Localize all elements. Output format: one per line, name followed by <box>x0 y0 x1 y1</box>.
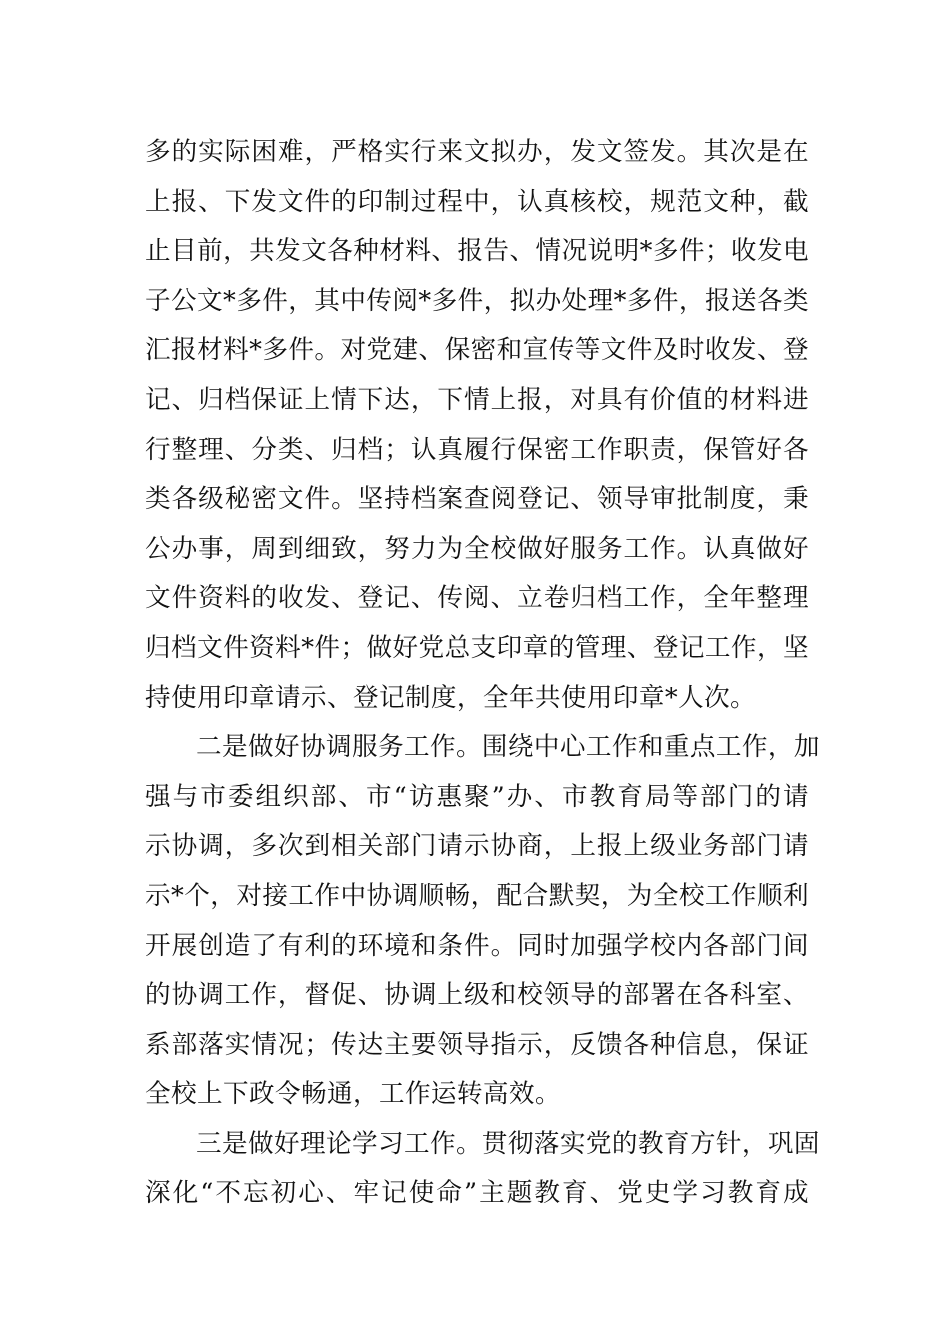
text-line: 归档文件资料*件；做好党总支印章的管理、登记工作，坚 <box>145 632 809 663</box>
paragraph-theory-study <box>145 1120 820 1219</box>
text-line: 子公文*多件，其中传阅*多件，拟办处理*多件，报送各类 <box>145 285 809 316</box>
text-line: 三是做好理论学习工作。贯彻落实党的教育方针，巩固 <box>196 1128 820 1159</box>
text-line: 上报、下发文件的印制过程中，认真核校，规范文种，截 <box>145 186 809 217</box>
text-line: 多的实际困难，严格实行来文拟办，发文签发。其次是在 <box>145 137 809 167</box>
text-line: 系部落实情况；传达主要领导指示，反馈各种信息，保证 <box>145 1029 809 1060</box>
text-line: 示*个，对接工作中协调顺畅，配合默契，为全校工作顺利 <box>145 880 809 911</box>
text-line: 持使用印章请示、登记制度，全年共使用印章*人次。 <box>145 682 757 713</box>
paragraph-coordination-service <box>145 723 820 1120</box>
text-line: 的协调工作，督促、协调上级和校领导的部署在各科室、 <box>145 980 809 1011</box>
text-line: 示协调，多次到相关部门请示协商，上报上级业务部门请 <box>145 831 809 862</box>
document-body <box>145 128 820 1219</box>
text-line: 行整理、分类、归档；认真履行保密工作职责，保管好各 <box>145 434 809 465</box>
text-line: 深化“不忘初心、牢记使命”主题教育、党史学习教育成 <box>145 1178 809 1209</box>
text-line: 公办事，周到细致，努力为全校做好服务工作。认真做好 <box>145 533 809 564</box>
text-line: 开展创造了有利的环境和条件。同时加强学校内各部门间 <box>145 930 809 961</box>
text-line: 止目前，共发文各种材料、报告、情况说明*多件；收发电 <box>145 236 809 267</box>
text-line: 类各级秘密文件。坚持档案查阅登记、领导审批制度，秉 <box>145 484 809 515</box>
paragraph-continuation <box>145 128 809 723</box>
text-line: 二是做好协调服务工作。围绕中心工作和重点工作，加 <box>196 732 820 763</box>
text-line: 记、归档保证上情下达，下情上报，对具有价值的材料进 <box>145 384 809 415</box>
text-line: 汇报材料*多件。对党建、保密和宣传等文件及时收发、登 <box>145 335 809 366</box>
text-line: 全校上下政令畅通，工作运转高效。 <box>145 1079 561 1110</box>
text-line: 文件资料的收发、登记、传阅、立卷归档工作，全年整理 <box>145 583 809 614</box>
text-line: 强与市委组织部、市“访惠聚”办、市教育局等部门的请 <box>145 781 809 812</box>
